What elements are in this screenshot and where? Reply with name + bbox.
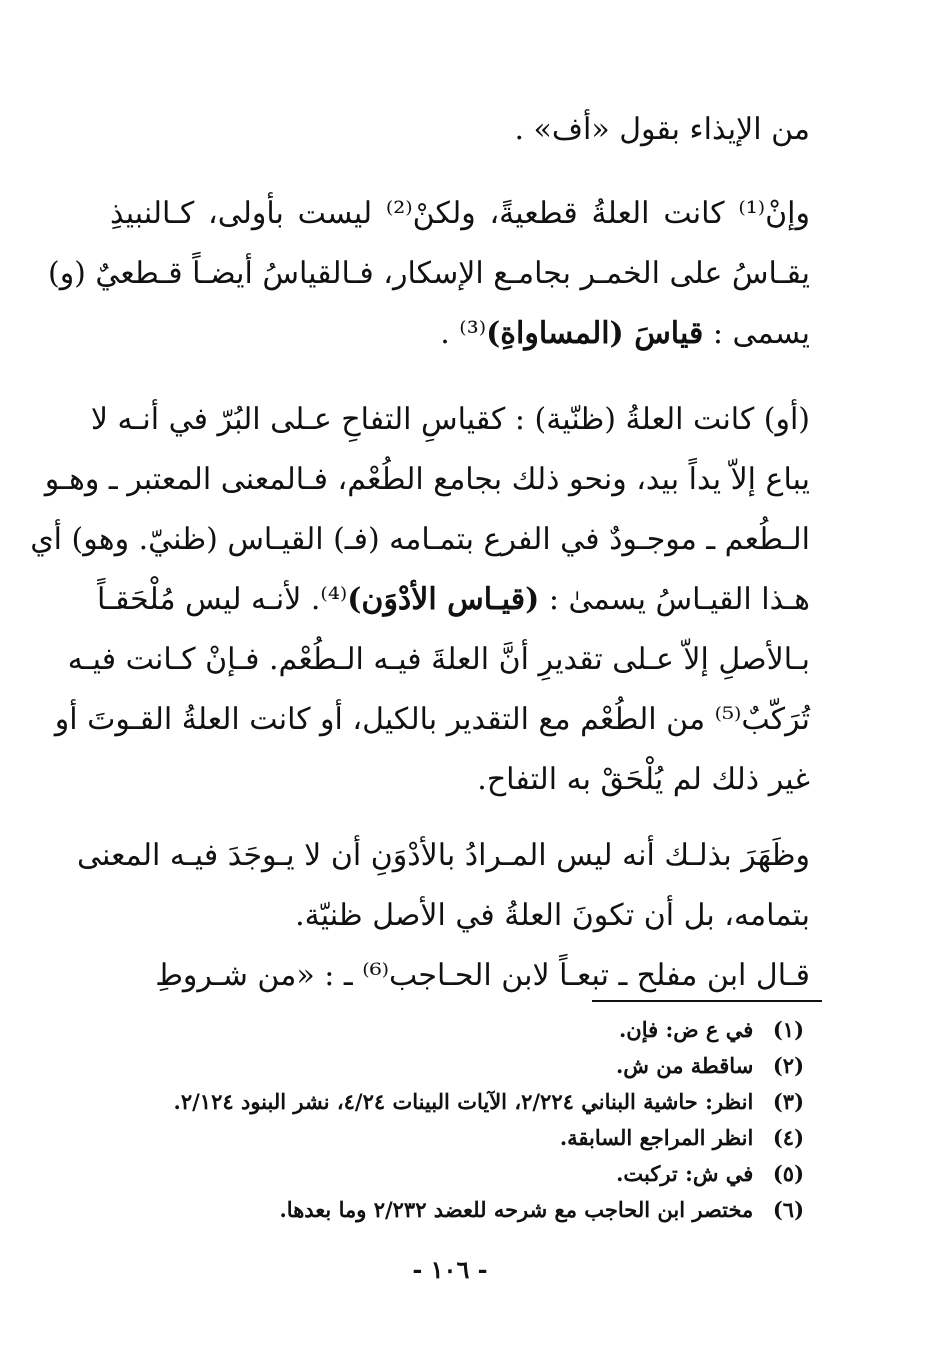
footnote-number: (٢): [772, 1053, 804, 1078]
text-line-10: تُرَكّبٌ⁽⁵⁾ من الطُعْم مع التقدير بالكيل، أو كانت العلةُ القـوتَ أو: [54, 702, 810, 737]
text-line-13: بتمامه، بل أن تكونَ العلةُ في الأصل ظنيّة.: [295, 898, 810, 933]
footnote-5: [104, 1156, 804, 1192]
footnote-text: انظر: حاشية البناني ٢/٢٢٤، الآيات البينات ٤/٢٤، نشر البنود ٢/١٢٤.: [173, 1089, 754, 1114]
text-line-8: [97, 570, 810, 630]
text-line-7: الـطُعم ـ موجـودٌ في الفرع بتمـامه (فـ) القيـاس (ظنيّ. وهو) أي: [30, 522, 810, 557]
footnote-text: ساقطة من ش.: [615, 1053, 754, 1078]
footnote-2: [104, 1048, 804, 1084]
term-bold: (قيـاس الأدْوَن): [347, 582, 540, 617]
footnote-text: انظر المراجع السابقة.: [559, 1125, 754, 1150]
footnote-number: (١): [772, 1017, 804, 1042]
text-line-11: غير ذلك لم يُلْحَقْ به التفاح.: [477, 762, 810, 797]
text-line-1: من الإيذاء بقول «أف» .: [514, 112, 810, 147]
text-line-12: وظَهَرَ بذلـك أنه ليس المـرادُ بالأدْوَنِ أن لا يـوجَدَ فيـه المعنى: [77, 838, 810, 873]
text-line-4: [110, 304, 810, 364]
text-line-9: بـالأصلِ إلاّ عـلى تقديرِ أنَّ العلةَ فيـه الـطُعْم. فـإنْ كـانت فيـه: [67, 642, 810, 677]
text-line-3: يقـاسُ على الخمـر بجامـع الإسكار، فـالقياسُ أيضـاً قـطعيٌ (و): [47, 256, 810, 291]
footnote-text: في ع ض: فإن.: [618, 1017, 754, 1042]
text-line-6: يباع إلاّ يداً بيد، ونحو ذلك بجامع الطُعْم، فـالمعنى المعتبر ـ وهـو: [44, 462, 810, 497]
text-line-2: وإنْ⁽¹⁾ كانت العلةُ قطعيةً، ولكنْ⁽²⁾ ليست بأولى، كـالنبيذِ: [110, 196, 810, 231]
text-line-5: (أو) كانت العلةُ (ظنّية) : كقياسِ التفاحِ عـلى البُرّ في أنـه لا: [90, 402, 810, 437]
term-bold: قياسَ (المساواةِ): [486, 316, 704, 351]
text-segment: ⁽³⁾ .: [440, 316, 487, 351]
footnote-number: (٥): [772, 1161, 804, 1186]
text-segment: يسمى :: [703, 316, 810, 351]
footnote-6: [104, 1192, 804, 1228]
text-segment: ⁽⁴⁾. لأنـه ليس مُلْحَقـاً: [97, 582, 348, 617]
text-segment: هـذا القيـاسُ يسمىٰ :: [539, 582, 810, 617]
footnote-number: (٦): [772, 1197, 804, 1222]
footnote-text: مختصر ابن الحاجب مع شرحه للعضد ٢/٢٣٢ وما بعدها.: [279, 1197, 754, 1222]
footnote-3: [104, 1084, 804, 1120]
footnote-text: في ش: تركبت.: [616, 1161, 754, 1186]
footnote-number: (٤): [772, 1125, 804, 1150]
text-line-14: قـال ابن مفلح ـ تبعـاً لابن الحـاجب⁽⁶⁾ ـ : «من شـروطِ: [155, 958, 810, 993]
footnote-1: [104, 1012, 804, 1048]
footnote-number: (٣): [772, 1089, 804, 1114]
footnote-4: [104, 1120, 804, 1156]
page-number: - ١٠٦ -: [412, 1255, 488, 1284]
footnote-divider: [592, 1000, 822, 1002]
